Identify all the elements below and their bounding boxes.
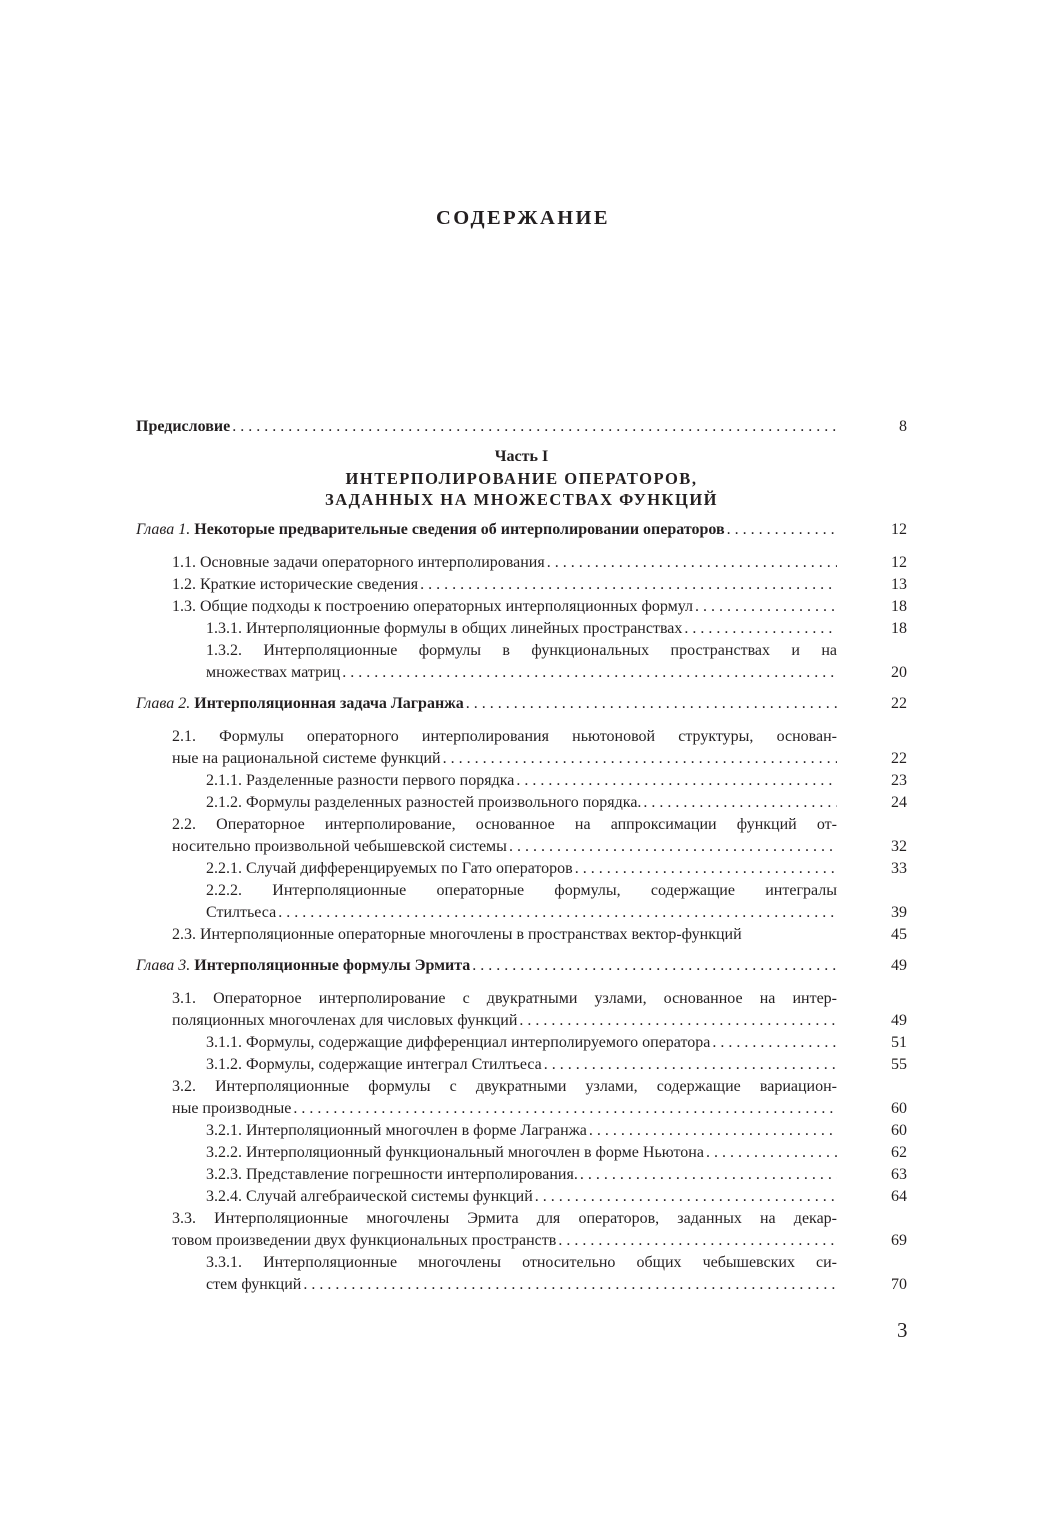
toc-entry-page: 69 xyxy=(891,1232,907,1249)
toc-entry-2-1[interactable] xyxy=(172,726,907,748)
toc-entry-title-line2: Стилтьеса xyxy=(206,904,277,921)
leader-dots xyxy=(580,1164,837,1186)
toc-entry-page: 24 xyxy=(891,794,907,811)
leader-dots xyxy=(443,748,837,770)
toc-entry-page: 49 xyxy=(891,1012,907,1029)
toc-entry-2-2-cont[interactable] xyxy=(172,836,907,858)
leader-dots xyxy=(535,1186,837,1208)
leader-dots xyxy=(695,596,837,618)
chapter-prefix: Глава 2. xyxy=(136,695,191,712)
toc-entry-page: 22 xyxy=(891,750,907,767)
toc-entry-3-2-2[interactable] xyxy=(206,1142,907,1164)
toc-entry-2-1-cont[interactable] xyxy=(172,748,907,770)
toc-entry-2-2-1[interactable] xyxy=(206,858,907,880)
part-heading xyxy=(136,446,907,510)
toc-entry-3-3-1-cont[interactable] xyxy=(206,1274,907,1296)
toc-entry-title: 3.2.1. Интерполяционный многочлен в форме Лагранжа xyxy=(206,1122,587,1139)
part-label: Часть I xyxy=(494,448,549,465)
toc-entry-3-1-1[interactable] xyxy=(206,1032,907,1054)
toc-entry-3-3-cont[interactable] xyxy=(172,1230,907,1252)
toc-entry-title-line2: стем функций xyxy=(206,1276,302,1293)
leader-dots xyxy=(278,902,837,924)
toc-entry-page: 62 xyxy=(891,1144,907,1161)
toc-entry-title: 1.2. Краткие исторические сведения xyxy=(172,576,419,593)
toc-entry-2-1-1[interactable] xyxy=(206,770,907,792)
toc-entry-title: 2.1.2. Формулы разделенных разностей произвольного порядка. xyxy=(206,794,642,811)
toc-entry-title: 1.3. Общие подходы к построению операторных интерполяционных формул xyxy=(172,598,694,615)
toc-entry-title: 2.2.1. Случай дифференцируемых по Гато операторов xyxy=(206,860,573,877)
leader-dots xyxy=(232,416,837,438)
toc-entry-3-3[interactable] xyxy=(172,1208,907,1230)
leader-dots xyxy=(466,693,837,715)
toc-entry-3-1-cont[interactable] xyxy=(172,1010,907,1032)
toc-entry-page: 18 xyxy=(891,598,907,615)
toc-entry-title-line1: 2.1. Формулы операторного интерполирования ньютоновой структуры, основан- xyxy=(172,728,837,745)
leader-dots xyxy=(558,1230,837,1252)
leader-dots xyxy=(727,519,837,541)
leader-dots xyxy=(589,1120,837,1142)
toc-entry-page: 18 xyxy=(891,620,907,637)
toc-entry-page: 13 xyxy=(891,576,907,593)
toc-entry-title: Предисловие xyxy=(136,418,231,435)
toc-entry-1-2[interactable] xyxy=(172,574,907,596)
toc-entry-page: 45 xyxy=(891,926,907,943)
toc-entry-page: 70 xyxy=(891,1276,907,1293)
toc-entry-title-line2: ные на рациональной системе функций xyxy=(172,750,441,767)
leader-dots xyxy=(516,770,837,792)
leader-dots xyxy=(712,1032,837,1054)
toc-entry-1-3-2[interactable] xyxy=(206,640,907,662)
toc-entry-page: 8 xyxy=(899,418,907,435)
toc-entry-title-line2: носительно произвольной чебышевской системы xyxy=(172,838,507,855)
toc-entry-2-3[interactable] xyxy=(172,924,907,946)
toc-entry-page: 20 xyxy=(891,664,907,681)
leader-dots xyxy=(342,662,837,684)
toc-entry-3-2[interactable] xyxy=(172,1076,907,1098)
leader-dots xyxy=(303,1274,837,1296)
page-number: 3 xyxy=(897,1318,908,1342)
leader-dots xyxy=(420,574,837,596)
toc-entry-title: 3.2.3. Представление погрешности интерполирования. xyxy=(206,1166,578,1183)
toc-entry-3-2-1[interactable] xyxy=(206,1120,907,1142)
toc-entry-3-2-cont[interactable] xyxy=(172,1098,907,1120)
toc-entry-1-3-1[interactable] xyxy=(206,618,907,640)
toc-entry-title-line2: поляционных многочленах для числовых функций xyxy=(172,1012,518,1029)
toc-entry-title-line1: 3.1. Операторное интерполирование с двукратными узлами, основанное на интер- xyxy=(172,990,837,1007)
toc-entry-2-2-2[interactable] xyxy=(206,880,907,902)
toc-entry-page: 55 xyxy=(891,1056,907,1073)
toc-entry-3-2-4[interactable] xyxy=(206,1186,907,1208)
chapter-prefix: Глава 1. xyxy=(136,521,191,538)
toc-entry-page: 63 xyxy=(891,1166,907,1183)
toc-entry-title: 3.2.2. Интерполяционный функциональный многочлен в форме Ньютона xyxy=(206,1144,704,1161)
leader-dots xyxy=(706,1142,837,1164)
chapter-title: Некоторые предварительные сведения об интерполировании операторов xyxy=(194,521,725,538)
leader-dots xyxy=(544,1054,837,1076)
toc-entry-page: 39 xyxy=(891,904,907,921)
toc-entry-title: 3.2.4. Случай алгебраической системы функций xyxy=(206,1188,533,1205)
toc-entry-2-1-2[interactable] xyxy=(206,792,907,814)
toc-entry-title-line2: товом произведении двух функциональных пространств xyxy=(172,1232,557,1249)
toc-entry-title-line1: 2.2.2. Интерполяционные операторные формулы, содержащие интегралы xyxy=(206,882,837,899)
part-title-line2: ЗАДАННЫХ НА МНОЖЕСТВАХ ФУНКЦИЙ xyxy=(325,490,718,509)
toc-entry-1-1[interactable] xyxy=(172,552,907,574)
leader-dots xyxy=(643,792,837,814)
toc-entry-3-2-3[interactable] xyxy=(206,1164,907,1186)
toc-entry-title-line2: ные производные xyxy=(172,1100,292,1117)
toc-entry-page: 60 xyxy=(891,1122,907,1139)
toc-entry-page: 22 xyxy=(891,695,907,712)
leader-dots xyxy=(519,1010,837,1032)
toc-entry-title-line1: 3.3.1. Интерполяционные многочлены относительно общих чебышевских си- xyxy=(206,1254,837,1271)
leader-dots xyxy=(575,858,837,880)
toc-entry-title: 3.1.1. Формулы, содержащие дифференциал интерполируемого оператора xyxy=(206,1034,711,1051)
table-of-contents xyxy=(136,416,907,1296)
chapter-prefix: Глава 3. xyxy=(136,957,191,974)
toc-entry-chapter-3[interactable] xyxy=(136,955,907,977)
chapter-title: Интерполяционные формулы Эрмита xyxy=(194,957,471,974)
toc-entry-title: 2.1.1. Разделенные разности первого порядка xyxy=(206,772,515,789)
toc-entry-page: 64 xyxy=(891,1188,907,1205)
toc-entry-title-line1: 1.3.2. Интерполяционные формулы в функциональных пространствах и на xyxy=(206,642,837,659)
toc-entry-title: 2.3. Интерполяционные операторные многочлены в пространствах вектор-функций xyxy=(172,926,742,943)
toc-entry-page: 60 xyxy=(891,1100,907,1117)
toc-entry-chapter-2[interactable] xyxy=(136,693,907,715)
toc-entry-title-line1: 3.2. Интерполяционные формулы с двукратными узлами, содержащие вариацион- xyxy=(172,1078,837,1095)
toc-entry-2-2[interactable] xyxy=(172,814,907,836)
toc-entry-page: 12 xyxy=(891,554,907,571)
toc-entry-3-3-1[interactable] xyxy=(206,1252,907,1274)
toc-entry-page: 33 xyxy=(891,860,907,877)
toc-entry-page: 32 xyxy=(891,838,907,855)
part-title-line1: ИНТЕРПОЛИРОВАНИЕ ОПЕРАТОРОВ, xyxy=(345,469,698,488)
leader-dots xyxy=(509,836,837,858)
toc-entry-title: 1.3.1. Интерполяционные формулы в общих линейных пространствах xyxy=(206,620,683,637)
toc-entry-3-1-2[interactable] xyxy=(206,1054,907,1076)
toc-entry-title-line1: 3.3. Интерполяционные многочлены Эрмита для операторов, заданных на декар- xyxy=(172,1210,837,1227)
chapter-title: Интерполяционная задача Лагранжа xyxy=(194,695,464,712)
leader-dots xyxy=(684,618,837,640)
toc-entry-1-3-2-cont[interactable] xyxy=(206,662,907,684)
leader-dots xyxy=(293,1098,837,1120)
toc-entry-preface[interactable] xyxy=(136,416,907,438)
toc-entry-title: 3.1.2. Формулы, содержащие интеграл Стилтьеса xyxy=(206,1056,542,1073)
toc-entry-3-1[interactable] xyxy=(172,988,907,1010)
toc-entry-page: 49 xyxy=(891,957,907,974)
toc-entry-2-2-2-cont[interactable] xyxy=(206,902,907,924)
toc-entry-title-line1: 2.2. Операторное интерполирование, основанное на аппроксимации функций от- xyxy=(172,816,837,833)
toc-entry-page: 12 xyxy=(891,521,907,538)
toc-entry-page: 51 xyxy=(891,1034,907,1051)
leader-dots xyxy=(547,552,837,574)
toc-entry-chapter-1[interactable] xyxy=(136,519,907,541)
toc-entry-title-line2: множествах матриц xyxy=(206,664,341,681)
toc-entry-page: 23 xyxy=(891,772,907,789)
leader-dots xyxy=(472,955,837,977)
toc-entry-1-3[interactable] xyxy=(172,596,907,618)
toc-entry-title: 1.1. Основные задачи операторного интерполирования xyxy=(172,554,545,571)
page-title: СОДЕРЖАНИЕ xyxy=(436,207,610,229)
